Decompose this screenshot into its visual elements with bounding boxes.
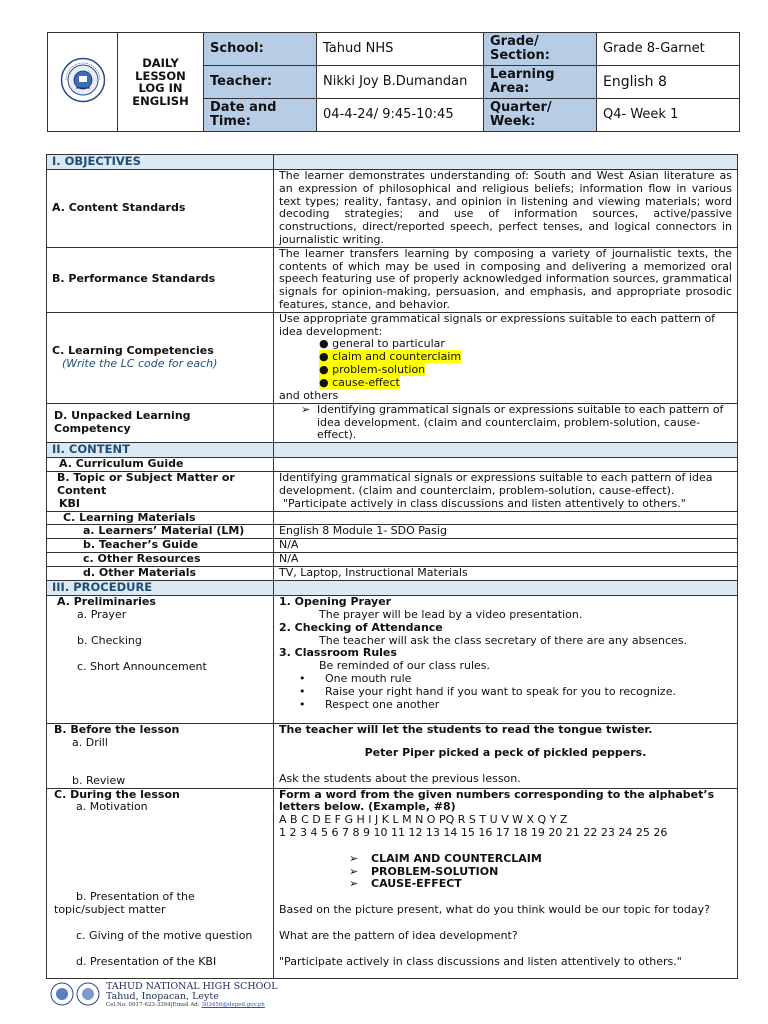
- or-label: c. Other Resources: [47, 553, 274, 567]
- lm-row: [47, 525, 738, 539]
- during-label: C. During the lesson: [54, 787, 180, 801]
- topic-row: [47, 472, 738, 511]
- materials-row: [47, 511, 738, 525]
- kbi-quote: "Participate actively in class discussions and listen attentively to others.": [279, 954, 682, 968]
- motive-question: Based on the picture present, what do you think would be our topic for today?: [279, 903, 710, 917]
- learning-area-value: English 8: [597, 66, 740, 99]
- unpacked-cell: [274, 403, 738, 442]
- procedure-heading: III. PROCEDURE: [52, 580, 153, 595]
- lesson-table: [46, 154, 738, 979]
- or-row: [47, 553, 738, 567]
- prayer-label: a. Prayer: [77, 607, 127, 621]
- lm-label: a. Learners’ Material (LM): [47, 525, 274, 539]
- grade-label: Grade/ Section:: [484, 33, 597, 66]
- header-table: [47, 32, 740, 132]
- unpacked-text: Identifying grammatical signals or expressions suitable to each pattern of idea development. (claim and counterclaim, problem-solution, cause-effect).: [317, 402, 724, 442]
- quarter-value: Q4- Week 1: [597, 99, 740, 132]
- competency-item: ● general to particular: [319, 337, 445, 351]
- footer-text: [106, 982, 278, 1009]
- attendance-text: The teacher will ask the class secretary of there are any absences.: [319, 633, 688, 647]
- topic-text-cell: [274, 472, 738, 511]
- attendance-title: 2. Checking of Attendance: [279, 620, 443, 634]
- drill-label: a. Drill: [72, 735, 108, 749]
- during-lesson-row: [47, 788, 738, 978]
- drill-text: The teacher will let the students to read the tongue twister.: [279, 723, 653, 737]
- before-label: B. Before the lesson: [54, 723, 180, 737]
- before-lesson-content: [274, 724, 738, 788]
- rules-title: 3. Classroom Rules: [279, 646, 397, 660]
- school-logo-cell: [48, 33, 118, 132]
- pattern-question: What are the pattern of idea development?: [279, 928, 518, 942]
- kbi-presentation-label: d. Presentation of the KBI: [76, 954, 217, 968]
- competencies-row: [47, 312, 738, 403]
- competencies-label: C. Learning Competencies: [52, 343, 214, 357]
- numbers-row: 1 2 3 4 5 6 7 8 9 10 11 12 13 14 15 16 17 18 19 20 21 22 23 24 25 26: [279, 825, 668, 839]
- footer-school-name: TAHUD NATIONAL HIGH SCHOOL: [106, 981, 278, 992]
- unpacked-label: D. Unpacked Learning Competency: [47, 403, 274, 442]
- arrow-bullet-icon: ➢: [301, 402, 311, 416]
- rule-item: • One mouth rule: [299, 671, 412, 685]
- materials-label: C. Learning Materials: [47, 511, 274, 525]
- motive-label: c. Giving of the motive question: [76, 928, 253, 942]
- deped-seal-icon: [50, 982, 74, 1006]
- alphabet-row: A B C D E F G H I J K L M N O PQ R S T U V W X Q Y Z: [279, 813, 568, 827]
- during-lesson-content: [274, 788, 738, 978]
- or-value: N/A: [274, 553, 738, 567]
- performance-standards-label: B. Performance Standards: [47, 247, 274, 312]
- competencies-intro: Use appropriate grammatical signals or expressions suitable to each pattern of idea development:: [279, 311, 716, 338]
- announcement-label: c. Short Announcement: [77, 659, 207, 673]
- date-label: Date and Time:: [204, 99, 317, 132]
- opening-prayer-title: 1. Opening Prayer: [279, 595, 392, 609]
- content-standards-label: A. Content Standards: [47, 170, 274, 248]
- grade-value: Grade 8-Garnet: [597, 33, 740, 66]
- motivation-title: Form a word from the given numbers corresponding to the alphabet’s letters below. (Example, #8): [279, 787, 715, 814]
- content-heading: II. CONTENT: [52, 442, 130, 457]
- date-value: 04-4-24/ 9:45-10:45: [317, 99, 484, 132]
- review-text: Ask the students about the previous lesson.: [279, 771, 521, 785]
- rule-item: • Raise your right hand if you want to speak for you to recognize.: [299, 684, 676, 698]
- competencies-note: (Write the LC code for each): [62, 356, 218, 370]
- competency-item: ● cause-effect: [319, 375, 400, 389]
- procedure-section-row: [47, 581, 738, 596]
- competencies-outro: and others: [279, 388, 339, 402]
- school-label: School:: [204, 33, 317, 66]
- footer: [50, 980, 350, 1012]
- om-label: d. Other Materials: [47, 567, 274, 581]
- footer-email-link[interactable]: 303456@deped.gov.ph: [201, 1002, 265, 1008]
- competency-item: ● claim and counterclaim: [319, 350, 462, 364]
- school-seal-icon: [76, 982, 100, 1006]
- opening-prayer-text: The prayer will be lead by a video presentation.: [319, 607, 583, 621]
- pattern-item: ➢ CAUSE-EFFECT: [349, 877, 462, 891]
- pattern-item: ➢ PROBLEM-SOLUTION: [349, 864, 499, 878]
- curriculum-label: A. Curriculum Guide: [47, 458, 274, 472]
- checking-label: b. Checking: [77, 633, 142, 647]
- competency-item: ● problem-solution: [319, 362, 426, 376]
- school-seal-icon: [60, 57, 106, 103]
- competencies-text: [274, 312, 738, 403]
- footer-contact: Cel.No. 0917-623-3394|Email Ad: 303456@deped.gov.ph: [106, 1002, 265, 1008]
- motivation-label: a. Motivation: [76, 800, 148, 814]
- preliminaries-row: [47, 596, 738, 724]
- before-lesson-row: [47, 724, 738, 788]
- content-standards-row: [47, 170, 738, 248]
- topic-label: B. Topic or Subject Matter or Content: [57, 471, 235, 497]
- content-section-row: [47, 443, 738, 458]
- om-value: TV, Laptop, Instructional Materials: [274, 567, 738, 581]
- before-lesson-cell: [47, 724, 274, 788]
- competencies-cell: [47, 312, 274, 403]
- objectives-section-row: [47, 155, 738, 170]
- quarter-label: Quarter/ Week:: [484, 99, 597, 132]
- tg-row: [47, 539, 738, 553]
- presentation-label: b. Presentation of the topic/subject matter: [54, 890, 195, 916]
- during-lesson-cell: [47, 788, 274, 978]
- school-value: Tahud NHS: [317, 33, 484, 66]
- learning-area-label: Learning Area:: [484, 66, 597, 99]
- rule-item: • Respect one another: [299, 697, 440, 711]
- performance-standards-text: The learner transfers learning by composing a variety of journalistic texts, the contents of which may be used in composing and delivering a memorized oral speech featuring use of properly acknowledged information sources, grammatical signals for opinion-making, persuasion, and emphasis, and appropriate prosodic features, stance, and behavior.: [274, 247, 738, 312]
- kbi-label: KBI: [59, 496, 81, 510]
- preliminaries-content: [274, 596, 738, 724]
- tg-value: N/A: [274, 539, 738, 553]
- rules-text: Be reminded of our class rules.: [319, 659, 490, 673]
- tongue-twister: Peter Piper picked a peck of pickled peppers.: [364, 745, 647, 759]
- dll-title: DAILY LESSON LOG IN ENGLISH: [118, 33, 204, 132]
- teacher-value: Nikki Joy B.Dumandan: [317, 66, 484, 99]
- tg-label: b. Teacher’s Guide: [47, 539, 274, 553]
- topic-text: Identifying grammatical signals or expressions suitable to each pattern of idea development. (claim and counterclaim, problem-solution, cause-effect).: [279, 471, 713, 497]
- review-label: b. Review: [72, 773, 126, 787]
- lm-value: English 8 Module 1- SDO Pasig: [274, 525, 738, 539]
- performance-standards-row: [47, 247, 738, 312]
- teacher-label: Teacher:: [204, 66, 317, 99]
- pattern-item: ➢ CLAIM AND COUNTERCLAIM: [349, 851, 542, 865]
- om-row: [47, 567, 738, 581]
- topic-cell: [47, 472, 274, 511]
- unpacked-row: [47, 403, 738, 442]
- curriculum-row: [47, 458, 738, 472]
- objectives-heading: I. OBJECTIVES: [52, 154, 141, 168]
- kbi-text: "Participate actively in class discussions and listen attentively to others.": [283, 496, 686, 510]
- prelim-label: A. Preliminaries: [57, 595, 156, 609]
- content-standards-text: The learner demonstrates understanding of: South and West Asian literature as an expression of philosophical and religious beliefs; information flow in various text types; reality, fantasy, and opinion in listening and viewing materials; word decoding strategies; and use of information sources, active/passive constructions, direct/reported speech, perfect tenses, and logical connectors in journalistic writing.: [274, 170, 738, 248]
- footer-address: Tahud, Inopacan, Leyte: [106, 991, 219, 1002]
- preliminaries-cell: [47, 596, 274, 724]
